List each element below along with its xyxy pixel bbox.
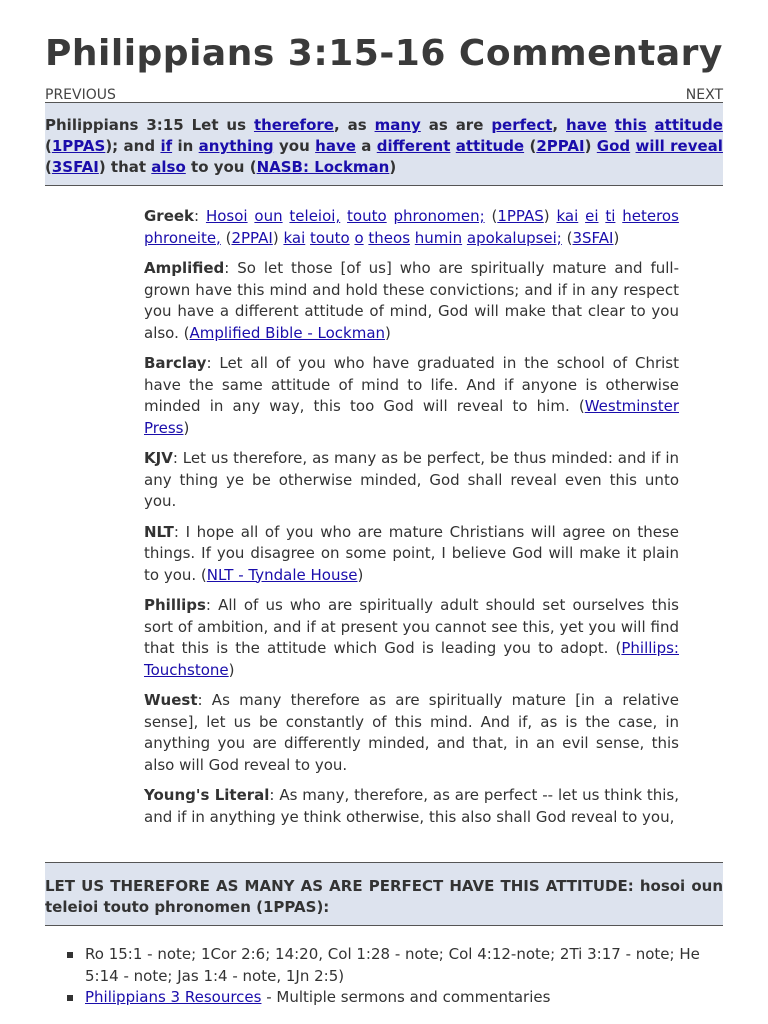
translation-name: Amplified [144,259,225,277]
translation-text: : Let us therefore, as many as be perfect, be thus minded: and if in any thing ye be otherwise minded, God shall reveal even this unto you. [144,449,679,510]
page-title: Philippians 3:15-16 Commentary [45,33,723,74]
greek-word-link[interactable]: phronomen; [393,207,485,225]
translation-tail: ) [385,323,391,342]
translation-tail: ) [228,660,235,679]
verse-text: as [428,116,448,134]
word-link[interactable]: have [566,116,607,134]
verse-header: Philippians 3:15 Let us therefore, as many as are perfect, have this attitude (1PPAS); and if in anything you have a different attitude (2PPAI) God will reveal (3SFAI) that also to you (NASB: Lockman) [45,102,723,186]
word-link[interactable]: God [596,137,631,155]
word-link[interactable]: also [151,158,186,176]
verse-text: are [455,116,484,134]
translation-phillips [144,595,679,681]
translation-tail: ) [183,418,190,437]
verse-text: Let us [191,116,247,134]
translation-text: : Let all of you who have graduated in the school of Christ have the same attitude of mind to life. And if anyone is otherwise minded in any way, this too God will reveal to him. ( [144,354,679,415]
word-link[interactable]: different [376,137,451,155]
greek-word-link[interactable]: kai [283,228,306,247]
translation-text: : As many therefore as are spiritually mature [in a relative sense], let us be constantly of this mind. And if, as is the case, in anything you are differently minded, and that, in an evil sense, this also will God reveal to you. [144,691,679,774]
word-link[interactable]: attitude [654,116,723,134]
translation-name: Barclay [144,354,207,372]
translation-name: Wuest [144,691,198,709]
translations [144,206,679,828]
verse-text: in [177,137,194,155]
translation-barclay [144,353,679,439]
greek-word-link[interactable]: phroneite, [144,228,221,247]
cross-references: Ro 15:1 - note; 1Cor 2:6; 14:20, Col 1:28 - note; Col 4:12-note; 2Ti 3:17 - note; He 5:14 - note; Jas 1:4 - note, 1Jn 2:5) [85,945,700,985]
square-bullet-icon [67,995,73,1001]
translation-name: Greek [144,207,195,225]
word-link[interactable]: therefore [253,116,334,134]
word-link[interactable]: perfect [491,116,553,134]
parsing-link[interactable]: 2PPAI [536,137,585,155]
greek-word-link[interactable]: touto [310,228,350,247]
translation-source-link[interactable]: Phillips: Touchstone [144,639,679,679]
translation-name: NLT [144,522,174,541]
list-item [67,944,723,987]
translation-name: Phillips [144,596,206,614]
resources-link[interactable]: Philippians 3 Resources [85,988,262,1006]
word-link[interactable]: many [374,116,421,134]
list-item [67,987,723,1009]
next-link[interactable]: NEXT [685,87,723,103]
greek-word-link[interactable]: o [354,228,364,247]
greek-word-link[interactable]: teleioi, [289,207,341,225]
parsing-link[interactable]: 1PPAS [497,207,544,225]
parsing-link[interactable]: 2PPAI [231,228,273,247]
greek-line: Greek: Hosoi oun teleioi, touto phronomen; (1PPAS) kai ei ti heteros phroneite, (2PPAI) kai touto o theos humin apokalupsei; (3SFAI) [144,207,679,247]
translation-text: : I hope all of you who are mature Christians will agree on these things. If you disagree on some point, I believe God will make it plain to you. ( [144,522,679,584]
translation-kjv [144,448,679,513]
word-link[interactable]: if [160,137,173,155]
translation-name: Young's Literal [144,786,270,804]
verse-text: as [347,116,367,134]
greek-word-link[interactable]: apokalupsei; [466,228,562,247]
translation-source-link[interactable]: NLT - Tyndale House [206,565,358,584]
verse-text: to you ( [191,158,257,176]
source-link[interactable]: NASB: Lockman [256,158,390,176]
translation-name: KJV [144,449,173,467]
translation-youngs-literal [144,785,679,828]
verse-text: , [552,116,559,134]
greek-word-link[interactable]: theos [368,228,411,247]
word-link[interactable]: anything [198,137,274,155]
parsing-link[interactable]: 3SFAI [51,158,99,176]
greek-word-link[interactable]: Hosoi [205,207,248,225]
translation-text: : As many, therefore, as are perfect -- let us think this, and if in anything ye think otherwise, this also shall God reveal to you, [144,786,679,826]
greek-word-link[interactable]: kai [556,207,579,225]
greek-word-link[interactable]: heteros [622,207,679,225]
word-link[interactable]: will reveal [635,137,723,155]
greek-word-link[interactable]: touto [347,207,387,225]
translation-wuest [144,690,679,776]
greek-word-link[interactable]: ei [585,207,599,225]
reference-list [45,944,723,1009]
word-link[interactable]: this [614,116,647,134]
word-link[interactable]: have [315,137,356,155]
resources-description: - Multiple sermons and commentaries [261,988,551,1006]
translation-text: : All of us who are spiritually adult should set ourselves this sort of ambition, and if at present you cannot see this, yet you will find that this is the attitude which God is leading you to adopt. ( [144,596,679,657]
verse-text: ); and [105,137,156,155]
verse-text: you [279,137,310,155]
verse-text: , [333,116,340,134]
greek-word-link[interactable]: humin [414,228,463,247]
word-link[interactable]: attitude [455,137,525,155]
translation-text: : So let those [of us] who are spiritually mature and full-grown have this mind and hold these convictions; and if in any respect you have a different attitude of mind, God will make that clear to you also. ( [144,259,679,342]
verse-ref: Philippians 3:15 [45,116,184,134]
verse-text: a [361,137,372,155]
translation-amplified [144,258,679,344]
previous-link[interactable]: PREVIOUS [45,87,116,103]
parsing-link[interactable]: 1PPAS [51,137,106,155]
parsing-link[interactable]: 3SFAI [572,228,614,247]
section-heading: LET US THEREFORE AS MANY AS ARE PERFECT HAVE THIS ATTITUDE: hosoi oun teleioi touto phronomen (1PPAS): [45,862,723,926]
translation-source-link[interactable]: Westminster Press [144,397,679,437]
verse-text: ) that [98,158,147,176]
verse-text: ) [389,158,397,176]
square-bullet-icon [67,952,73,958]
translation-tail: ) [357,565,364,584]
translation-nlt [144,522,679,587]
translation-source-link[interactable]: Amplified Bible - Lockman [189,323,386,342]
greek-word-link[interactable]: oun [254,207,283,225]
greek-word-link[interactable]: ti [605,207,616,225]
page-nav [45,87,723,105]
